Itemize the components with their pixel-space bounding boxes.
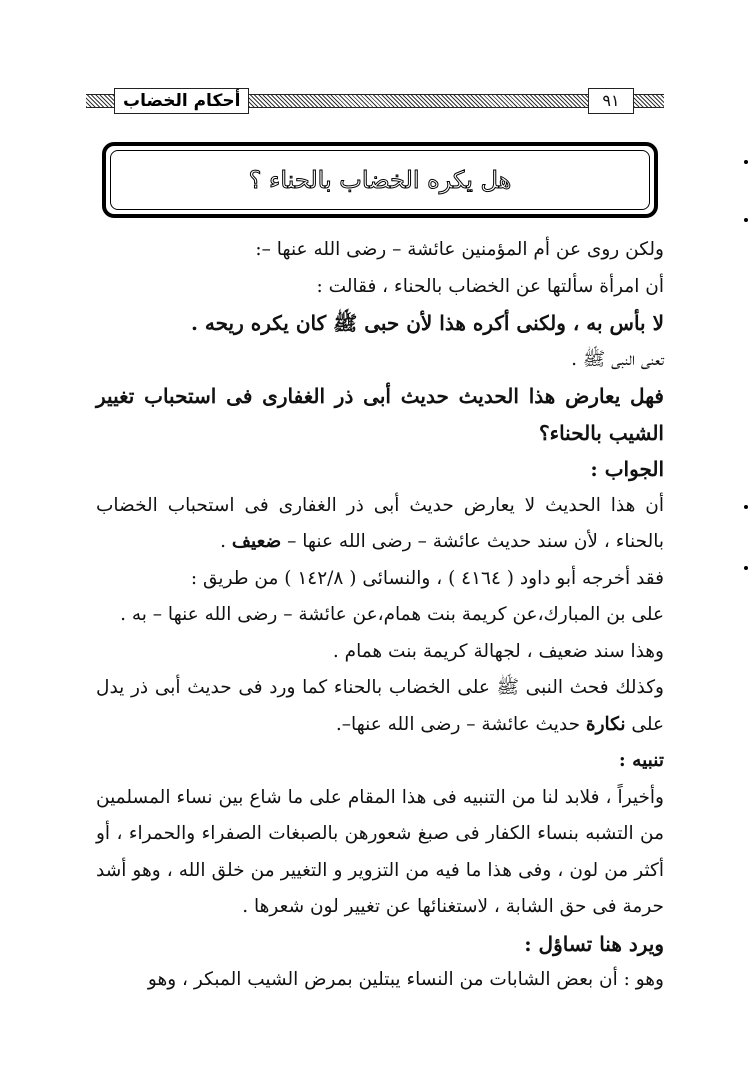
- paragraph: تعنى النبى ﷺ .: [571, 348, 664, 370]
- text: حديث عائشة – رضى الله عنها–.: [335, 713, 586, 735]
- paragraph: على بن المبارك،عن كريمة بنت همام،عن عائشة – رضى الله عنها – به .: [120, 604, 664, 625]
- scan-mark: [744, 566, 748, 570]
- answer-label: الجواب :: [590, 457, 664, 481]
- answer-end: .: [220, 531, 232, 552]
- question-lead: فهل يعارض هذا الحديث حديث أبى ذر الغفارى فى استحباب تغيير الشيب بالحناء؟: [96, 384, 664, 445]
- header-hatch-right: [86, 94, 114, 108]
- paragraph: وأخيراً ، فلابد لنا من التنبيه فى هذا المقام على ما شاع بين نساء المسلمين من التشبه بنساء الكفار فى صبغ شعورهن بالصبغات الصفراء والحمراء ، أو أكثر من لون ، وفى هذا ما فيه من التزوير و التغيير من خلق الله ، وهو أشد حرمة فى حق الشابة ، لاستغنائها عن تغيير لون شعرها .: [96, 786, 664, 917]
- paragraph: [96, 488, 664, 561]
- running-header: [86, 88, 664, 114]
- paragraph: [96, 670, 664, 743]
- notice-label: تنبيه :: [618, 750, 664, 771]
- paragraph: أن امرأة سألتها عن الخضاب بالحناء ، فقالت :: [316, 275, 664, 297]
- paragraph: وهذا سند ضعيف ، لجهالة كريمة بنت همام .: [332, 640, 664, 662]
- scan-mark: [744, 505, 748, 509]
- page-number: ٩١: [588, 88, 634, 114]
- scan-mark: [744, 160, 748, 164]
- bold-word: نكارة: [585, 713, 626, 735]
- text: وكذلك فحث النبى ﷺ على الخضاب بالحناء كما ورد فى حديث أبى ذر يدل على: [96, 677, 664, 735]
- question-heading-box: [102, 142, 658, 218]
- header-hatch-left: [634, 94, 664, 108]
- weak-label: ضعيف: [231, 531, 282, 552]
- query-label: ويرد هنا تساؤل :: [524, 931, 664, 956]
- quote-bold: لا بأس به ، ولكنى أكره هذا لأن حبى ﷺ كان يكره ريحه .: [190, 311, 664, 335]
- paragraph: وهو : أن بعض الشابات من النساء يبتلين بمرض الشيب المبكر ، وهو: [147, 969, 664, 990]
- paragraph: فقد أخرجه أبو داود ( ٤١٦٤ ) ، والنسائى ( ١٤٢/٨ ) من طريق :: [190, 567, 664, 589]
- page-body: [96, 232, 664, 999]
- scan-mark: [744, 218, 748, 222]
- question-heading: هل يكره الخضاب بالحناء ؟: [248, 166, 512, 194]
- paragraph: ولكن روى عن أم المؤمنين عائشة – رضى الله عنها –:: [255, 239, 664, 260]
- header-hatch-middle: [249, 94, 588, 108]
- book-title: أحكام الخضاب: [114, 88, 249, 114]
- answer-text: أن هذا الحديث لا يعارض حديث أبى ذر الغفارى فى استحباب الخضاب بالحناء ، لأن سند حديث عائشة – رضى الله عنها –: [96, 494, 664, 552]
